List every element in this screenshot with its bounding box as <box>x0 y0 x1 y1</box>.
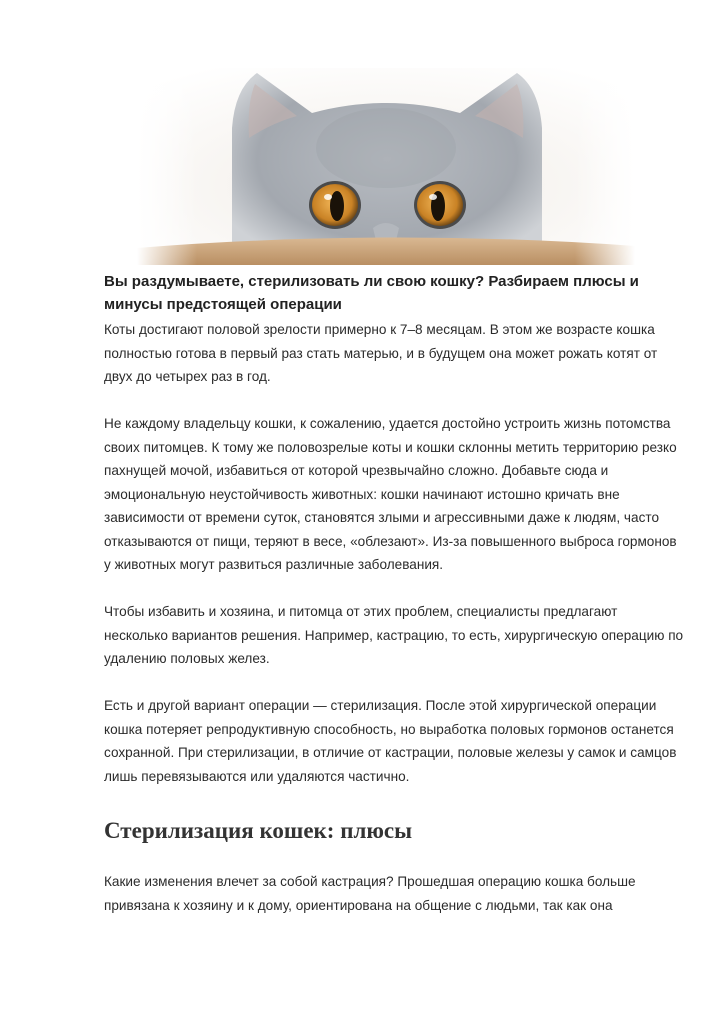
section-heading: Стерилизация кошек: плюсы <box>104 818 413 843</box>
section-paragraph: Какие изменения влечет за собой кастрация? Прошедшая операцию кошка больше привязана к хозяину и к дому, ориентирована на общение с людьми, так как она <box>104 874 636 913</box>
article-lead-title: Вы раздумываете, стерилизовать ли свою кошку? Разбираем плюсы и минусы предстоящей операции <box>104 273 639 313</box>
hero-image <box>137 68 635 265</box>
cat-peeking-illustration <box>137 68 635 265</box>
article-paragraph: Коты достигают половой зрелости примерно к 7–8 месяцам. В этом же возрасте кошка полностью готова в первый раз стать матерью, и в будущем она может рожать котят от двух до четырех раз в год. <box>104 322 658 384</box>
article-paragraph: Не каждому владельцу кошки, к сожалению, удается достойно устроить жизнь потомства своих питомцев. К тому же половозрелые коты и кошки склонны метить территорию резко пахнущей мочой, избавиться от которой чрезвычайно сложно. Добавьте сюда и эмоциональную неустойчивость животных: кошки начинают истошно кричать вне зависимости от времени суток, становятся злыми и агрессивными даже к людям, часто отказываются от пищи, теряют в весе, «облезают». Из-за повышенного выброса гормонов у животных могут развиться различные заболевания. <box>104 416 677 572</box>
right-eye <box>414 181 466 229</box>
forehead-shade <box>316 108 456 188</box>
article-paragraph: Чтобы избавить и хозяина, и питомца от этих проблем, специалисты предлагают несколько вариантов решения. Например, кастрацию, то есть, хирургическую операцию по удалению половых желез. <box>104 604 684 666</box>
article-content <box>104 270 684 917</box>
left-eye <box>309 181 361 229</box>
article-paragraph: Есть и другой вариант операции — стерилизация. После этой хирургической операции кошка потеряет репродуктивную способность, но выработка половых гормонов останется сохранной. При стерилизации, в отличие от кастрации, половые железы у самок и самцов лишь перевязываются или удаляются частично. <box>104 698 677 784</box>
